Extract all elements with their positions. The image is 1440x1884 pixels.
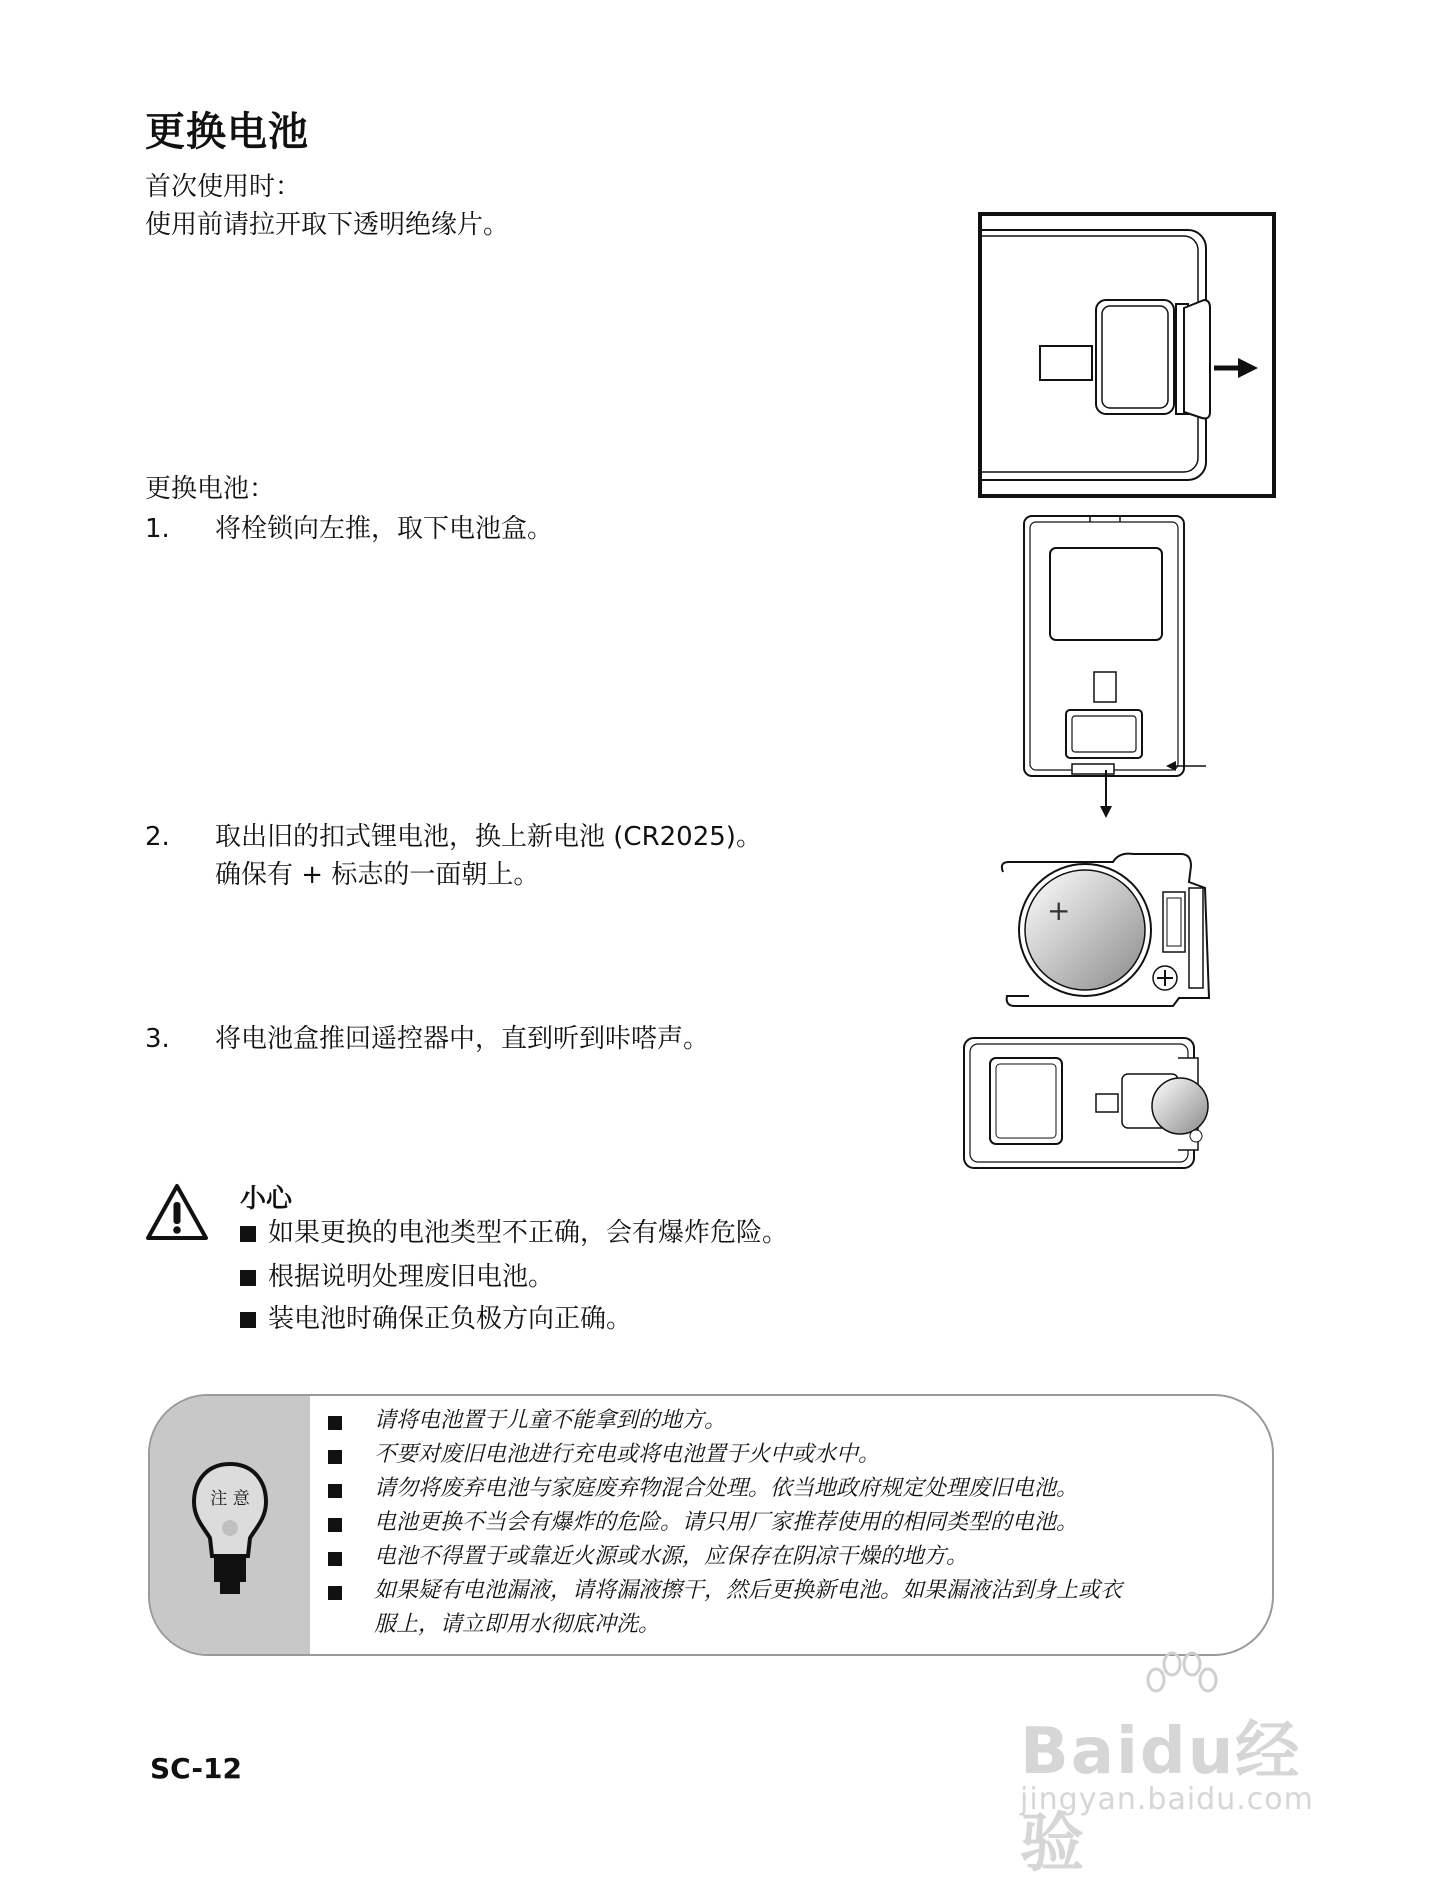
- caution-item: 装电池时确保正负极方向正确。: [240, 1300, 632, 1338]
- bulb-label: 注 意: [210, 1489, 250, 1509]
- step-number: 1.: [145, 514, 170, 544]
- bullet-square-icon: [328, 1552, 342, 1566]
- step-2: [145, 818, 762, 894]
- step-text-2: 确保有 + 标志的一面朝上。: [215, 860, 540, 890]
- bullet-square-icon: [328, 1586, 342, 1600]
- note-box: [148, 1394, 1274, 1656]
- note-item: 请勿将废弃电池与家庭废弃物混合处理。依当地政府规定处理废旧电池。: [374, 1476, 1079, 1501]
- step-3: [145, 1020, 709, 1058]
- caution-item: 根据说明处理废旧电池。: [240, 1258, 554, 1296]
- remote-latch-diagram: [1010, 512, 1210, 818]
- bullet-square-icon: [328, 1450, 342, 1464]
- note-item: 电池不得置于或靠近火源或水源，应保存在阴凉干燥的地方。: [374, 1544, 969, 1569]
- bullet-square-icon: [240, 1312, 256, 1328]
- step-text: 将栓锁向左推，取下电池盒。: [215, 514, 554, 544]
- battery-tray-diagram: [995, 848, 1225, 1008]
- note-item-cont: 服上，请立即用水彻底冲洗。: [374, 1612, 661, 1637]
- note-item: 电池更换不当会有爆炸的危险。请只用厂家推荐使用的相同类型的电池。: [374, 1510, 1079, 1535]
- bullet-square-icon: [328, 1518, 342, 1532]
- first-use-heading: 首次使用时：: [145, 172, 302, 202]
- watermark-brand: Baidu经验: [1020, 1715, 1302, 1881]
- lightbulb-icon: [190, 1460, 270, 1600]
- bullet-square-icon: [240, 1270, 256, 1286]
- first-use-text: 使用前请拉开取下透明绝缘片。: [145, 210, 510, 240]
- remote-insulation-diagram: [978, 212, 1278, 500]
- replace-heading: 更换电池：: [145, 474, 276, 504]
- step-number: 3.: [145, 1024, 170, 1054]
- note-item: 请将电池置于儿童不能拿到的地方。: [374, 1408, 727, 1433]
- step-1: [145, 510, 553, 548]
- page-number: SC-12: [150, 1752, 242, 1785]
- tray-insert-diagram: [960, 1034, 1200, 1174]
- caution-item: 如果更换的电池类型不正确，会有爆炸危险。: [240, 1214, 788, 1252]
- step-text: 取出旧的扣式锂电池，换上新电池 (CR2025)。: [215, 822, 762, 852]
- bullet-square-icon: [328, 1484, 342, 1498]
- warning-triangle-icon: [144, 1182, 210, 1242]
- note-item: 如果疑有电池漏液，请将漏液擦干，然后更换新电池。如果漏液沾到身上或衣: [374, 1578, 1123, 1603]
- note-item: 不要对废旧电池进行充电或将电池置于火中或水中。: [374, 1442, 881, 1467]
- page-title: 更换电池: [145, 109, 309, 155]
- bullet-square-icon: [328, 1416, 342, 1430]
- step-number: 2.: [145, 822, 170, 852]
- caution-title: 小心: [240, 1184, 293, 1214]
- watermark: [1020, 1650, 1360, 1881]
- watermark-url: jingyan.baidu.com: [1020, 1782, 1314, 1817]
- step-text: 将电池盒推回遥控器中，直到听到咔嗒声。: [215, 1024, 710, 1054]
- battery-plus-mark: +: [1047, 894, 1071, 927]
- bullet-square-icon: [240, 1226, 256, 1242]
